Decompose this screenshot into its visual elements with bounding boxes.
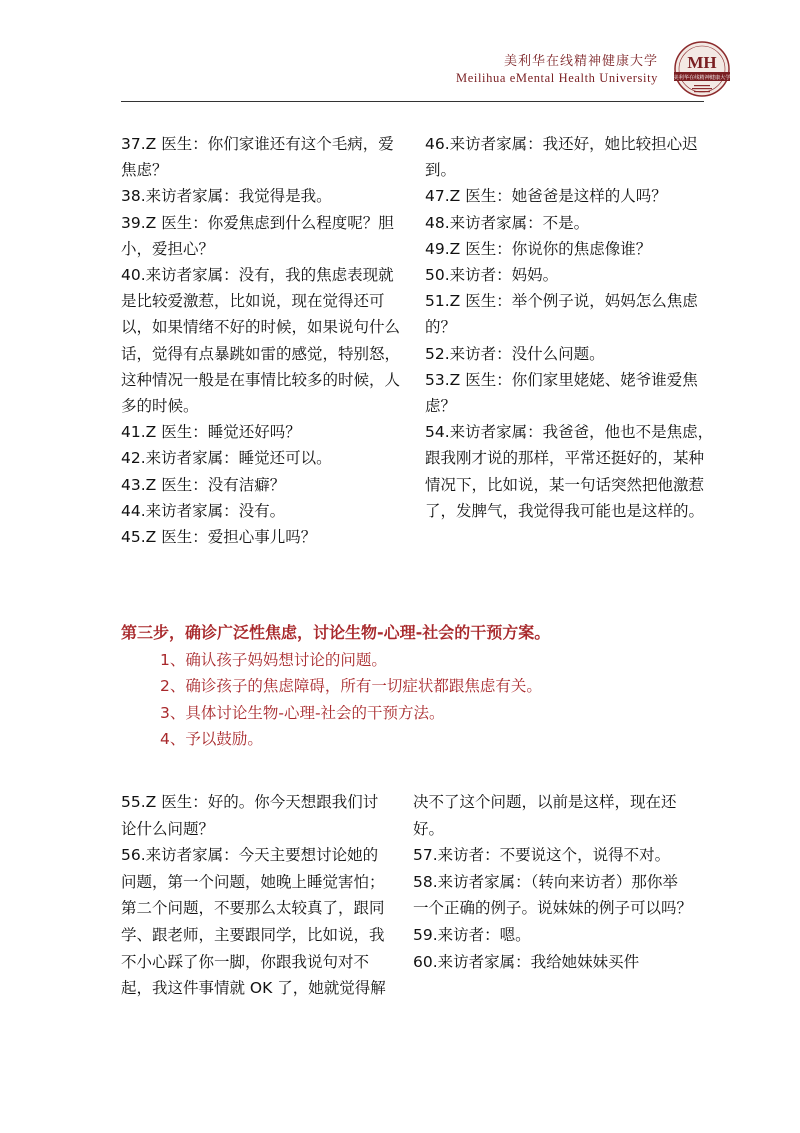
section-title: 第三步，确诊广泛性焦虑，讨论生物-心理-社会的干预方案。	[121, 623, 551, 642]
dialogue-line: 59.来访者：嗯。	[413, 925, 531, 944]
dialogue-line: 46.来访者家属：我还好，她比较担心迟到。	[425, 135, 698, 180]
university-name-en: Meilihua eMental Health University	[456, 71, 658, 85]
dialogue-line: 42.来访者家属：睡觉还可以。	[121, 449, 332, 468]
dialogue-line: 决不了这个问题，以前是这样，现在还好。	[413, 793, 677, 838]
dialogue-line: 60.来访者家属：我给她妹妹买件	[413, 952, 640, 971]
dialogue-line: 58.来访者家属：（转向来访者）那你举一个正确的例子。说妹妹的例子可以吗？	[413, 872, 693, 918]
dialogue-line: 43.Z 医生：没有洁癖？	[121, 475, 286, 494]
dialogue-line: 50.来访者：妈妈。	[425, 266, 559, 285]
dialogue-line: 48.来访者家属：不是。	[425, 213, 590, 232]
page-header	[0, 0, 800, 105]
dialogue-line: 44.来访者家属：没有。	[121, 501, 286, 520]
dialogue-line: 40.来访者家属：没有，我的焦虑表现就是比较爱激惹，比如说，现在觉得还可以，如果情绪不好的时候，如果说句什么话，觉得有点暴跳如雷的感觉，特别怒，这种情况一般是在事情比较多的时候，人多的时候。	[121, 266, 401, 416]
step-item: 1、确认孩子妈妈想讨论的问题。	[160, 651, 387, 669]
dialogue-line: 56.来访者家属：今天主要想讨论她的问题，第一个问题，她晚上睡觉害怕；第二个问题，不要那么太较真了，跟同学、跟老师，主要跟同学，比如说，我不小心踩了你一脚，你跟我说句对不起，我这件事情就 OK 了，她就觉得解	[121, 846, 386, 998]
step-item: 2、确诊孩子的焦虑障碍，所有一切症状都跟焦虑有关。	[160, 677, 542, 696]
dialogue-column-bottom-left	[121, 789, 391, 1002]
university-name-cn: 美利华在线精神健康大学	[503, 54, 658, 69]
logo-text: MH	[687, 53, 717, 72]
dialogue-column-bottom-right	[413, 789, 693, 975]
dialogue-line: 37.Z 医生：你们家谁还有这个毛病，爱焦虑？	[121, 135, 394, 180]
logo-ribbon-text: 美利华在线精神健康大学	[673, 75, 731, 81]
dialogue-line: 38.来访者家属：我觉得是我。	[121, 187, 332, 206]
dialogue-line: 54.来访者家属：我爸爸，他也不是焦虑，跟我刚才说的那样，平常还挺好的，某种情况下，比如说，某一句话突然把他激惹了，发脾气，我觉得我可能也是这样的。	[425, 423, 714, 520]
dialogue-line: 39.Z 医生：你爱焦虑到什么程度呢？胆小，爱担心？	[121, 213, 394, 258]
dialogue-column-top-left	[121, 131, 403, 550]
dialogue-line: 53.Z 医生：你们家里姥姥、姥爷谁爱焦虑？	[425, 370, 698, 416]
dialogue-line: 55.Z 医生：好的。你今天想跟我们讨论什么问题？	[121, 793, 379, 838]
dialogue-line: 47.Z 医生：她爸爸是这样的人吗？	[425, 187, 667, 206]
dialogue-line: 51.Z 医生：举个例子说，妈妈怎么焦虑的？	[425, 292, 698, 337]
step-list	[160, 647, 542, 753]
dialogue-line: 41.Z 医生：睡觉还好吗？	[121, 423, 301, 442]
dialogue-line: 57.来访者：不要说这个，说得不对。	[413, 846, 671, 865]
dialogue-line: 45.Z 医生：爱担心事儿吗？	[121, 528, 317, 547]
dialogue-column-top-right	[425, 131, 715, 524]
step-item: 4、予以鼓励。	[160, 730, 263, 749]
university-logo	[672, 40, 732, 102]
header-divider	[121, 101, 704, 102]
dialogue-line: 52.来访者：没什么问题。	[425, 344, 605, 363]
step-item: 3、具体讨论生物-心理-社会的干预方法。	[160, 703, 445, 722]
dialogue-line: 49.Z 医生：你说你的焦虑像谁？	[425, 239, 652, 258]
